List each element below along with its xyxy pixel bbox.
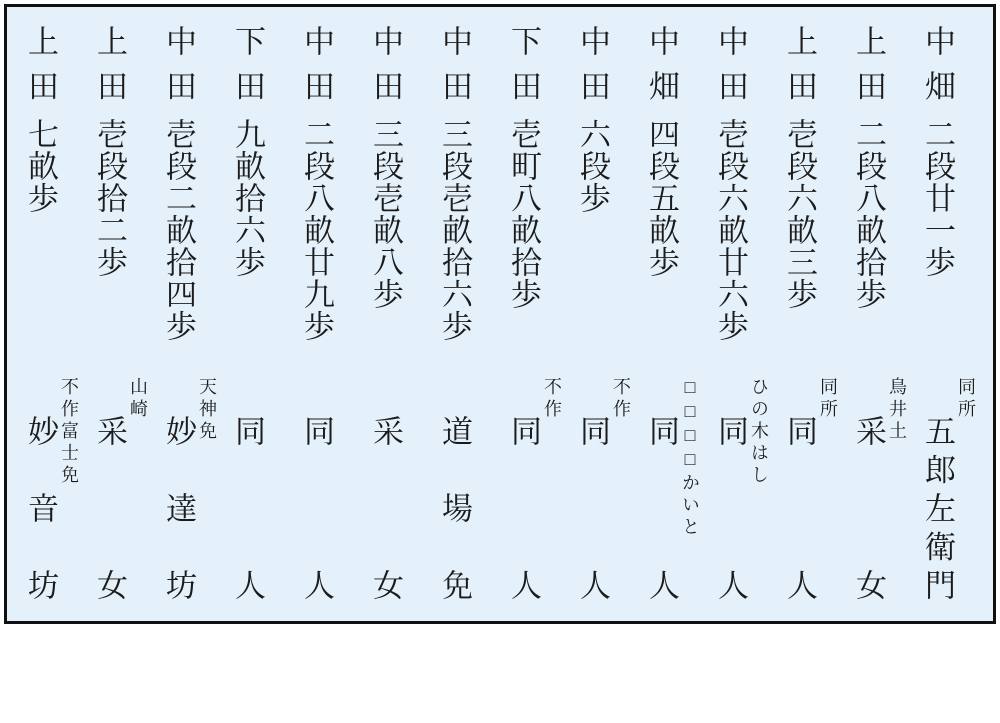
holder-name: 采女 — [851, 415, 886, 723]
entry-main-text — [368, 25, 402, 310]
annotation: □□□□かいと — [680, 377, 700, 539]
entry-main-text — [506, 25, 540, 310]
register-entry — [626, 7, 700, 723]
register-entry — [419, 7, 488, 646]
land-area: 二段廿一歩 — [920, 118, 955, 278]
entry-main-text — [161, 25, 195, 342]
annotation: 不作 — [611, 377, 631, 421]
land-area: 壱段六畝三歩 — [782, 118, 817, 310]
holder-name: 道場免 — [437, 415, 472, 646]
land-area: 二段八畝廿九歩 — [299, 118, 334, 342]
annotation: 鳥井土 — [887, 377, 907, 443]
land-area: 壱段拾二歩 — [92, 118, 127, 278]
holder-name: 同人 — [713, 415, 748, 723]
land-grade: 下田 — [506, 25, 541, 115]
holder-name: 同人 — [506, 415, 541, 723]
register-entry — [143, 7, 217, 646]
land-grade: 上田 — [23, 25, 58, 115]
entry-main-text — [644, 25, 678, 278]
land-area: 壱町八畝拾歩 — [506, 118, 541, 310]
holder-name: 五郎左衛門 — [920, 415, 955, 608]
register-entry — [902, 7, 976, 621]
register-columns — [7, 7, 993, 723]
annotation: 山崎 — [128, 377, 148, 421]
entry-main-text — [920, 25, 954, 278]
holder-name: 同人 — [299, 415, 334, 723]
holder-name: 同人 — [782, 415, 817, 723]
annotation: 不作富士免 — [59, 377, 79, 487]
land-grade: 中畑 — [920, 25, 955, 115]
land-grade: 上田 — [851, 25, 886, 115]
register-entry — [212, 7, 281, 723]
register-entry — [833, 7, 907, 723]
entry-main-text — [92, 25, 126, 278]
register-entry — [488, 7, 562, 723]
holder-name: 妙達坊 — [161, 415, 196, 646]
land-area: 九畝拾六歩 — [230, 118, 265, 278]
register-entry — [557, 7, 631, 723]
land-grade: 中田 — [299, 25, 334, 115]
land-area: 二段八畝拾歩 — [851, 118, 886, 310]
register-entry — [764, 7, 838, 723]
entry-main-text — [782, 25, 816, 310]
annotation: 同所 — [818, 377, 838, 421]
holder-name: 同人 — [230, 415, 265, 723]
land-grade: 中田 — [437, 25, 472, 115]
land-area: 壱段二畝拾四歩 — [161, 118, 196, 342]
holder-name: 妙音坊 — [23, 415, 58, 646]
annotation: 天神免 — [197, 377, 217, 443]
holder-name: 同人 — [575, 415, 610, 723]
annotation: ひの木はし — [749, 377, 769, 487]
land-area: 三段壱畝拾六歩 — [437, 118, 472, 342]
entry-main-text — [575, 25, 609, 214]
register-entry — [281, 7, 350, 723]
document-frame — [4, 4, 996, 723]
land-grade: 中田 — [161, 25, 196, 115]
land-area: 七畝歩 — [23, 118, 58, 214]
register-entry — [5, 7, 79, 646]
land-grade: 上田 — [92, 25, 127, 115]
register-entry — [350, 7, 419, 723]
land-grade: 上田 — [782, 25, 817, 115]
land-grade: 中田 — [575, 25, 610, 115]
annotation: 同所 — [956, 377, 976, 421]
land-grade: 下田 — [230, 25, 265, 115]
holder-name: 同人 — [644, 415, 679, 723]
land-grade: 中畑 — [644, 25, 679, 115]
land-grade: 中田 — [713, 25, 748, 115]
entry-main-text — [299, 25, 333, 342]
entry-main-text — [23, 25, 57, 214]
land-area: 三段壱畝八歩 — [368, 118, 403, 310]
land-area: 六段歩 — [575, 118, 610, 214]
entry-main-text — [230, 25, 264, 278]
land-area: 四段五畝歩 — [644, 118, 679, 278]
holder-name: 采女 — [368, 415, 403, 723]
entry-main-text — [851, 25, 885, 310]
land-area: 壱段六畝廿六歩 — [713, 118, 748, 342]
register-entry — [74, 7, 148, 723]
annotation: 不作 — [542, 377, 562, 421]
land-grade: 中田 — [368, 25, 403, 115]
register-entry — [695, 7, 769, 723]
entry-main-text — [437, 25, 471, 342]
entry-main-text — [713, 25, 747, 342]
holder-name: 采女 — [92, 415, 127, 723]
